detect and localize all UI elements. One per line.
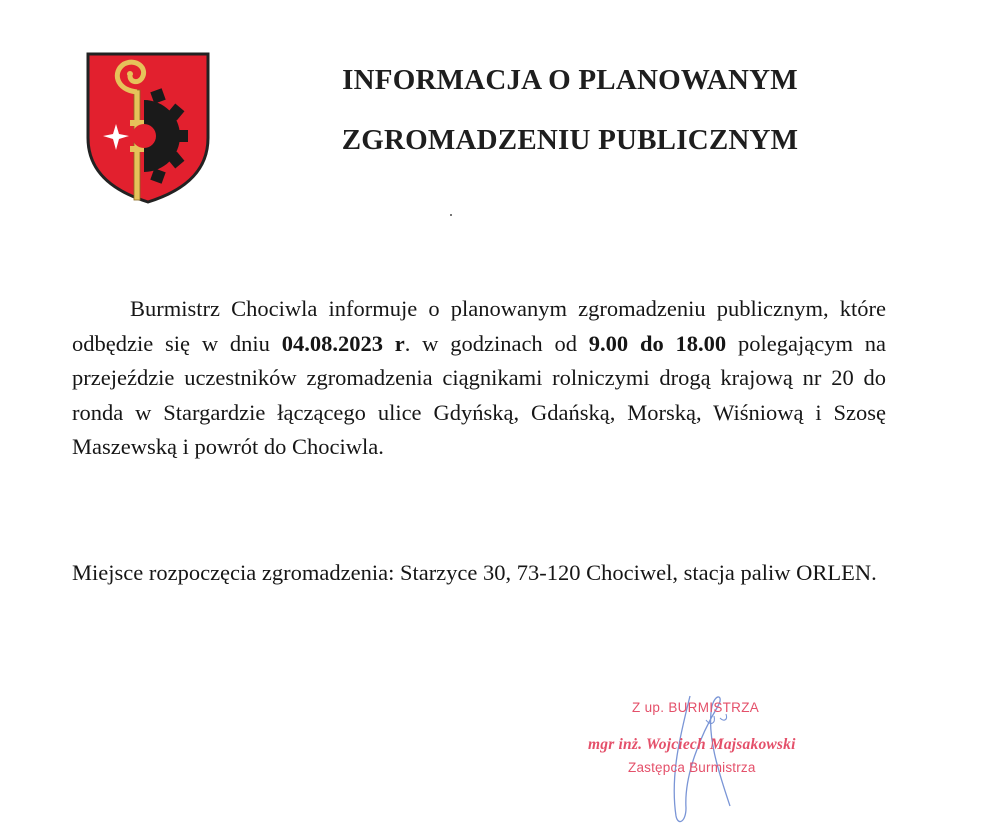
coat-of-arms-icon — [84, 50, 212, 206]
announcement-paragraph — [72, 292, 886, 465]
paragraph-text-b: . w godzinach od — [404, 330, 589, 356]
paragraph-text-c: polegającym na przejeździe uczestników zgromadzenia ciągnikami rolniczymi drogą krajową nr 20 do ronda w Stargardzie łączącego ulice Gdyńską, Gdańską, Morską, Wiśniową i Szosę Maszewską i powrót do Chociwla. — [72, 330, 886, 459]
start-location-paragraph: Miejsce rozpoczęcia zgromadzenia: Starzyce 30, 73-120 Chociwel, stacja paliw ORLEN. — [72, 560, 877, 585]
paragraph-text-a: Burmistrz Chociwla informuje o planowanym zgromadzeniu publicznym, które odbędzie się w dniu — [72, 296, 886, 356]
title-line-1: INFORMACJA O PLANOWANYM — [342, 64, 798, 96]
event-date: 04.08.2023 r — [281, 330, 405, 356]
document-title — [270, 50, 870, 170]
title-line-2: ZGROMADZENIU PUBLICZNYM — [341, 124, 799, 156]
stamp-authority: Z up. BURMISTRZA — [632, 700, 760, 715]
official-stamp — [560, 676, 860, 826]
stamp-signatory-role: Zastępca Burmistrza — [628, 760, 756, 775]
event-hours: 9.00 do 18.00 — [588, 330, 727, 356]
stamp-signatory-name: mgr inż. Wojciech Majsakowski — [588, 736, 796, 753]
scan-speck — [450, 214, 452, 216]
